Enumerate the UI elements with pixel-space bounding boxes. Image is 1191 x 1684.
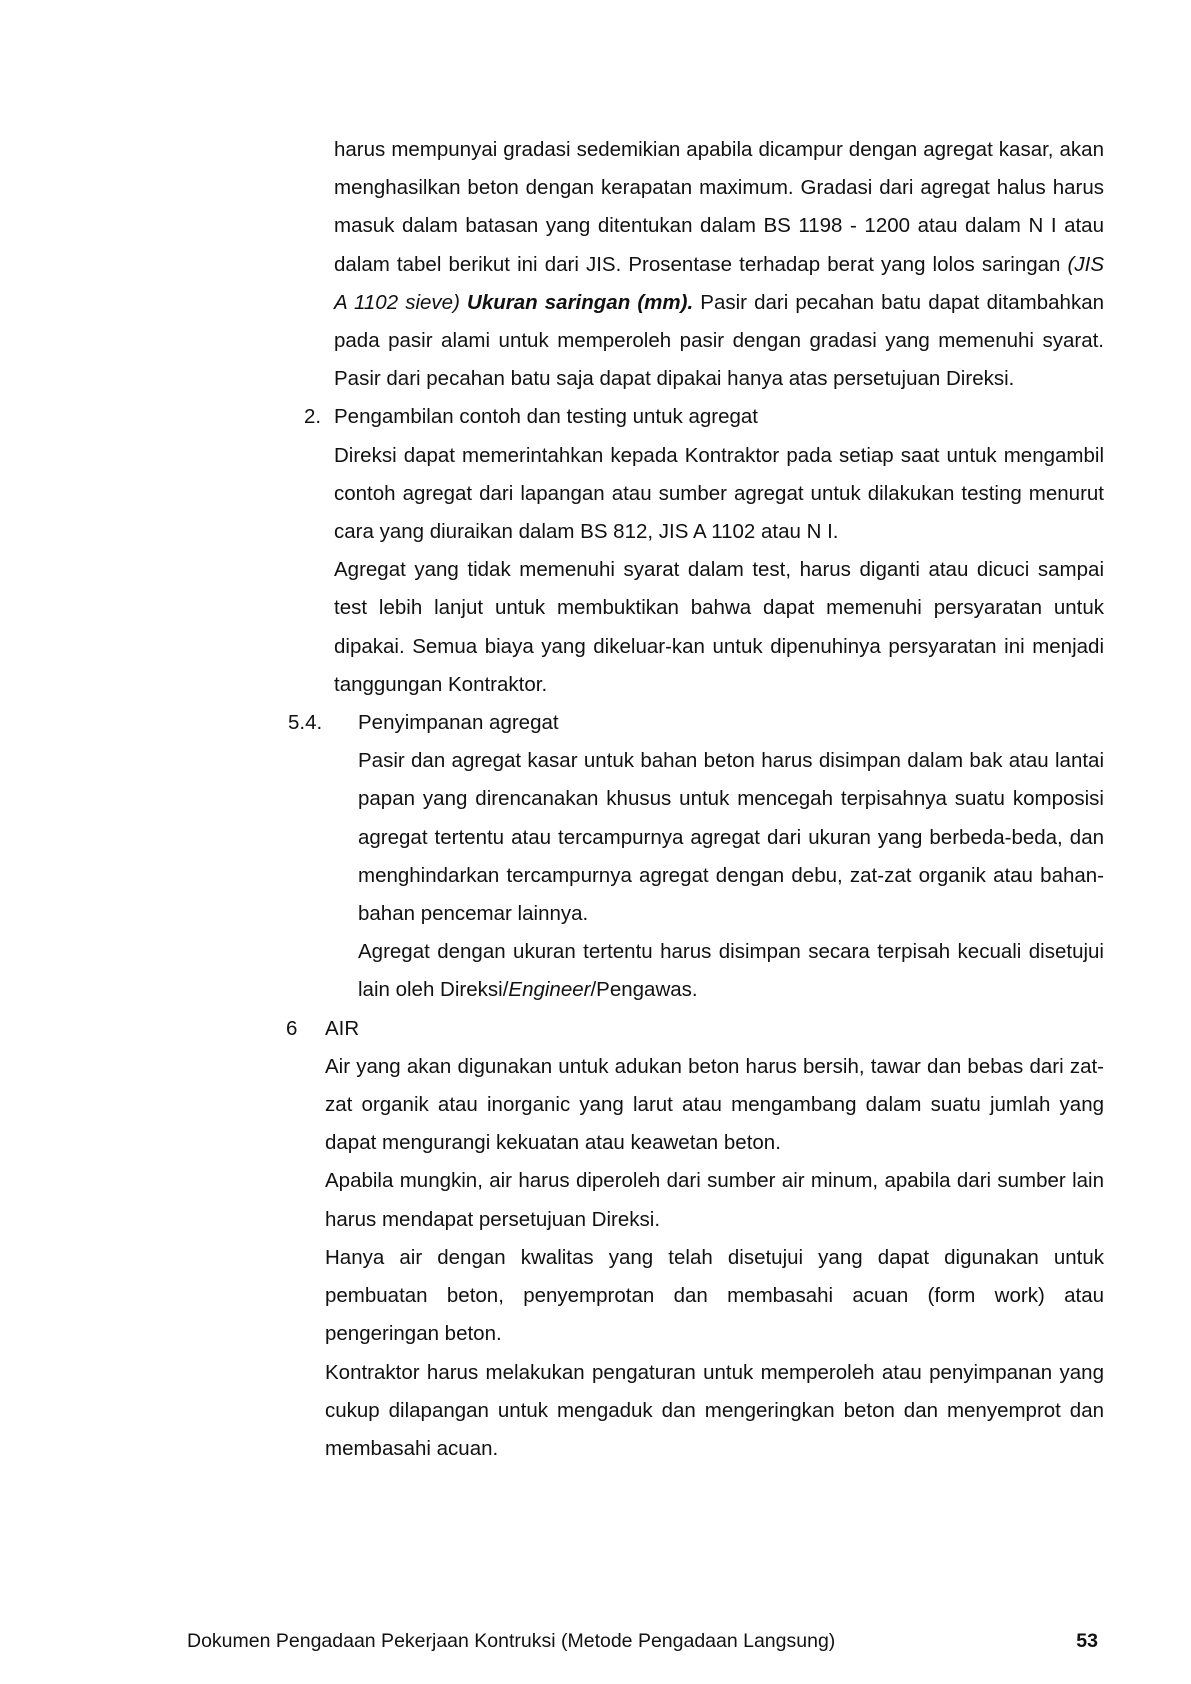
document-content [0, 131, 1104, 1468]
section-6-air-marker: 6 [286, 1016, 298, 1040]
text-segment: Pengambilan contoh dan testing untuk agregat [334, 405, 758, 429]
paragraph [325, 1048, 1104, 1163]
numbered-item-2-marker: 2. [304, 405, 322, 429]
text-segment: Agregat dengan ukuran tertentu harus disimpan secara terpisah kecuali disetujui lain oleh Direksi/ [358, 940, 1104, 1002]
text-segment: Pasir dari pecahan batu dapat ditambahkan pada pasir alami untuk memperoleh pasir dengan gradasi yang memenuhi syarat. Pasir dari pecahan batu saja dapat dipakai hanya atas persetujuan Direksi. [334, 290, 1104, 391]
text-segment: Kontraktor harus melakukan pengaturan untuk memperoleh atau penyimpanan yang cukup dilapangan untuk mengaduk dan mengeringkan beton dan menyemprot dan membasahi acuan. [325, 1360, 1104, 1460]
paragraph [334, 551, 1104, 704]
paragraph [334, 437, 1104, 552]
paragraph [334, 131, 1104, 398]
paragraph [325, 1354, 1104, 1469]
text-segment: Apabila mungkin, air harus diperoleh dari sumber air minum, apabila dari sumber lain harus mendapat persetujuan Direksi. [325, 1169, 1104, 1231]
paragraph [325, 1239, 1104, 1354]
numbered-item-2 [304, 398, 1104, 704]
paragraph [325, 1010, 1104, 1048]
text-segment: harus mempunyai gradasi sedemikian apabila dicampur dengan agregat kasar, akan menghasilkan beton dengan kerapatan maximum. Gradasi dari agregat halus harus masuk dalam batasan yang ditentukan dalam BS 1198 - 1200 atau dalam N I atau dalam tabel berikut ini dari JIS. Prosentase terhadap berat yang lolos saringan [334, 138, 1104, 276]
text-segment: Engineer [508, 978, 591, 1002]
page-footer [187, 1629, 1098, 1653]
text-segment: Pasir dan agregat kasar untuk bahan beton harus disimpan dalam bak atau lantai papan yang direncanakan khusus untuk mencegah terpisahnya suatu komposisi agregat tertentu atau tercampurnya agregat dari ukuran yang berbeda-beda, dan menghindarkan tercampurnya agregat dengan debu, zat-zat organik atau bahan-bahan pencemar lainnya. [358, 749, 1104, 926]
text-segment: Direksi dapat memerintahkan kepada Kontraktor pada setiap saat untuk mengambil contoh agregat dari lapangan atau sumber agregat untuk dilakukan testing menurut cara yang diuraikan dalam BS 812, JIS A 1102 atau N I. [334, 443, 1104, 544]
text-segment: AIR [325, 1016, 360, 1040]
paragraph [358, 933, 1104, 1009]
text-segment: Ukuran saringan (mm). [467, 290, 694, 314]
text-segment: Agregat yang tidak memenuhi syarat dalam test, harus diganti atau dicuci sampai test lebih lanjut untuk membuktikan bahwa dapat memenuhi persyaratan untuk dipakai. Semua biaya yang dikeluar-kan untuk dipenuhinya persyaratan ini menjadi tanggungan Kontraktor. [334, 558, 1104, 696]
footer-title: Dokumen Pengadaan Pekerjaan Kontruksi (Metode Pengadaan Langsung) [187, 1630, 836, 1652]
section-5-4-penyimpanan-agregat-marker: 5.4. [288, 711, 323, 735]
paragraph [358, 742, 1104, 933]
paragraph [334, 398, 1104, 436]
continuation-paragraph [334, 131, 1104, 398]
text-segment: Hanya air dengan kwalitas yang telah disetujui yang dapat digunakan untuk pembuatan beton, penyemprotan dan membasahi acuan (form work) atau pengeringan beton. [325, 1245, 1104, 1346]
text-segment: Air yang akan digunakan untuk adukan beton harus bersih, tawar dan bebas dari zat-zat organik atau inorganic yang larut atau mengambang dalam suatu jumlah yang dapat mengurangi kekuatan atau keawetan beton. [325, 1054, 1104, 1155]
paragraph [325, 1162, 1104, 1238]
section-6-air [286, 1010, 1104, 1468]
page-number: 53 [1076, 1630, 1098, 1652]
text-segment: (JIS A 1102 sieve) [334, 252, 1104, 314]
text-segment: /Pengawas. [590, 978, 698, 1002]
text-segment: Penyimpanan agregat [358, 711, 559, 735]
section-5-4-penyimpanan-agregat [288, 704, 1104, 1010]
paragraph [358, 704, 1104, 742]
